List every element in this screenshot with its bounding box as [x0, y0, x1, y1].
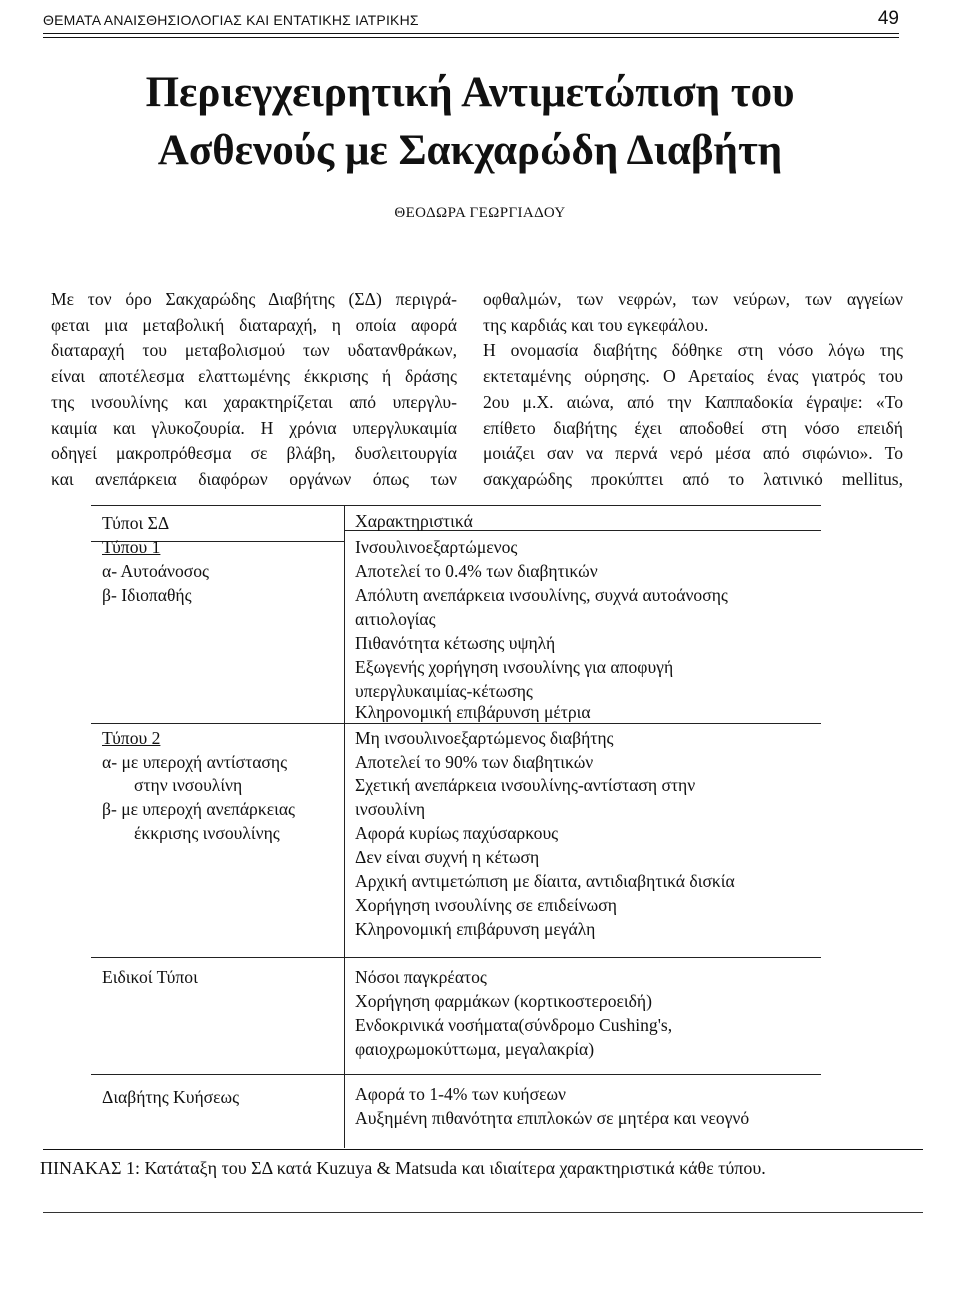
gestational-feature: Αφορά το 1-4% των κυήσεων — [355, 1084, 567, 1104]
text-line: επίθετο διαβήτης έχει αποδοθεί στη νόσο επειδή — [483, 417, 903, 438]
table-header-types: Τύποι ΣΔ — [102, 513, 170, 533]
type2-subtype: στην ινσουλίνη — [134, 775, 243, 795]
text-line: εκτεταμένης ούρησης. Ο Αρεταίος ένας γιατρός του — [483, 366, 903, 387]
text-line: Η ονομασία διαβήτης δόθηκε στη νόσο λόγω της — [483, 340, 903, 361]
type2-feature: Κληρονομική επιβάρυνση μεγάλη — [355, 919, 596, 939]
table-header-characteristics: Χαρακτηριστικά — [355, 511, 473, 531]
table-bottom-rule — [43, 1149, 923, 1150]
text-line: διαταραχή του μεταβολισμού των υδατανθράκων, — [51, 340, 457, 361]
type2-feature: Σχετική ανεπάρκεια ινσουλίνης-αντίσταση στην — [355, 775, 696, 795]
running-title: ΘΕΜΑΤΑ ΑΝΑΙΣΘΗΣΙΟΛΟΓΙΑΣ ΚΑΙ ΕΝΤΑΤΙΚΗΣ ΙΑΤΡΙΚΗΣ — [43, 12, 419, 28]
type1-subtype: α- Αυτοάνοσος — [102, 561, 210, 581]
table-row-rule — [91, 1074, 821, 1075]
type1-title: Τύπου 1 — [102, 537, 161, 557]
header-rule-secondary — [43, 37, 899, 38]
table-divider — [344, 505, 345, 1148]
text-line: μοιάζει σαν να περνά νερό μέσα από σιφώνιο». Το — [483, 443, 903, 464]
type2-feature: Αρχική αντιμετώπιση με δίαιτα, αντιδιαβητικά δισκία — [355, 871, 735, 891]
title-line-1: Περιεγχειρητική Αντιμετώπιση του — [145, 69, 795, 116]
type2-feature: Αποτελεί το 90% των διαβητικών — [355, 752, 594, 772]
special-types-title: Ειδικοί Τύποι — [102, 967, 198, 987]
gestational-feature: Αυξημένη πιθανότητα επιπλοκών σε μητέρα και νεογνό — [355, 1108, 750, 1128]
text-line: της καρδιάς και του εγκεφάλου. — [483, 314, 709, 335]
table-rule — [91, 505, 821, 506]
type1-feature: υπεργλυκαιμίας-κέτωσης — [355, 681, 533, 701]
author: ΘΕΟΔΩΡΑ ΓΕΩΡΓΙΑΔΟΥ — [394, 205, 566, 221]
body-left-column — [51, 287, 457, 493]
type1-feature: Απόλυτη ανεπάρκεια ινσουλίνης, συχνά αυτοάνοσης — [355, 585, 728, 605]
text-line: 2ου μ.Χ. αιώνα, από την Καππαδοκία έγραψε: «Το — [483, 391, 903, 412]
type2-feature: Δεν είναι συχνή η κέτωση — [355, 847, 540, 867]
type1-feature: Ινσουλινοεξαρτώμενος — [355, 537, 518, 557]
title-line-2: Ασθενούς με Σακχαρώδη Διαβήτη — [157, 127, 783, 174]
type2-feature: Μη ινσουλινοεξαρτώμενος διαβήτης — [355, 728, 614, 748]
bottom-rule — [43, 1212, 923, 1213]
page-number: 49 — [877, 8, 899, 29]
type1-feature: Αποτελεί το 0.4% των διαβητικών — [355, 561, 598, 581]
special-feature: Ενδοκρινικά νοσήματα(σύνδρομο Cushing's, — [355, 1015, 673, 1035]
type2-title: Τύπου 2 — [102, 728, 161, 748]
special-feature: φαιοχρωμοκύττωμα, μεγαλακρία) — [355, 1039, 595, 1059]
text-line: οδηγεί μακροπρόθεσμα σε βλάβη, δυσλειτουργία — [51, 443, 457, 464]
type1-feature: Πιθανότητα κέτωσης υψηλή — [355, 633, 556, 653]
text-line: και ανεπάρκεια διαφόρων οργάνων όπως των — [51, 468, 457, 489]
table-caption: ΠΙΝΑΚΑΣ 1: Κατάταξη του ΣΔ κατά Kuzuya & Matsuda και ιδιαίτερα χαρακτηριστικά κάθε τύπου. — [40, 1158, 766, 1178]
type2-feature: Αφορά κυρίως παχύσαρκους — [355, 823, 559, 843]
type1-feature: αιτιολογίας — [355, 609, 436, 629]
type2-subtype: β- με υπεροχή ανεπάρκειας — [102, 799, 296, 819]
type2-feature: ινσουλίνη — [355, 799, 426, 819]
text-line: φεται μια μεταβολική διαταραχή, η οποία αφορά — [51, 314, 457, 335]
body-right-column — [483, 287, 903, 493]
type2-subtype: έκκρισης ινσουλίνης — [134, 823, 280, 843]
text-line: καιμία και γλυκοζουρία. Η χρόνια υπεργλυκαιμία — [51, 417, 457, 438]
type2-subtype: α- με υπεροχή αντίστασης — [102, 752, 288, 772]
header-rule — [43, 33, 899, 34]
type1-subtype: β- Ιδιοπαθής — [102, 585, 192, 605]
gestational-title: Διαβήτης Κυήσεως — [102, 1087, 240, 1107]
article-title — [60, 64, 880, 180]
text-line: οφθαλμών, των νεφρών, των νεύρων, των αγγείων — [483, 289, 903, 309]
text-line: σακχαρώδης προκύπτει από το λατινικό mellitus, — [483, 468, 903, 489]
type1-feature: Κληρονομική επιβάρυνση μέτρια — [355, 702, 591, 722]
page-header — [43, 4, 899, 36]
text-line: της ινσουλίνης και χαρακτηρίζεται από υπεργλυ- — [51, 391, 457, 412]
text-line: είναι αποτέλεσμα ελαττωμένης έκκρισης ή δράσης — [51, 366, 457, 387]
text-line: Με τον όρο Σακχαρώδης Διαβήτης (ΣΔ) περιγρά- — [51, 289, 457, 309]
special-feature: Χορήγηση φαρμάκων (κορτικοστεροειδή) — [355, 991, 652, 1011]
special-feature: Νόσοι παγκρέατος — [355, 967, 487, 987]
table-row-rule — [91, 957, 821, 958]
type1-feature: Εξωγενής χορήγηση ινσουλίνης για αποφυγή — [355, 657, 674, 677]
type2-feature: Χορήγηση ινσουλίνης σε επιδείνωση — [355, 895, 617, 915]
